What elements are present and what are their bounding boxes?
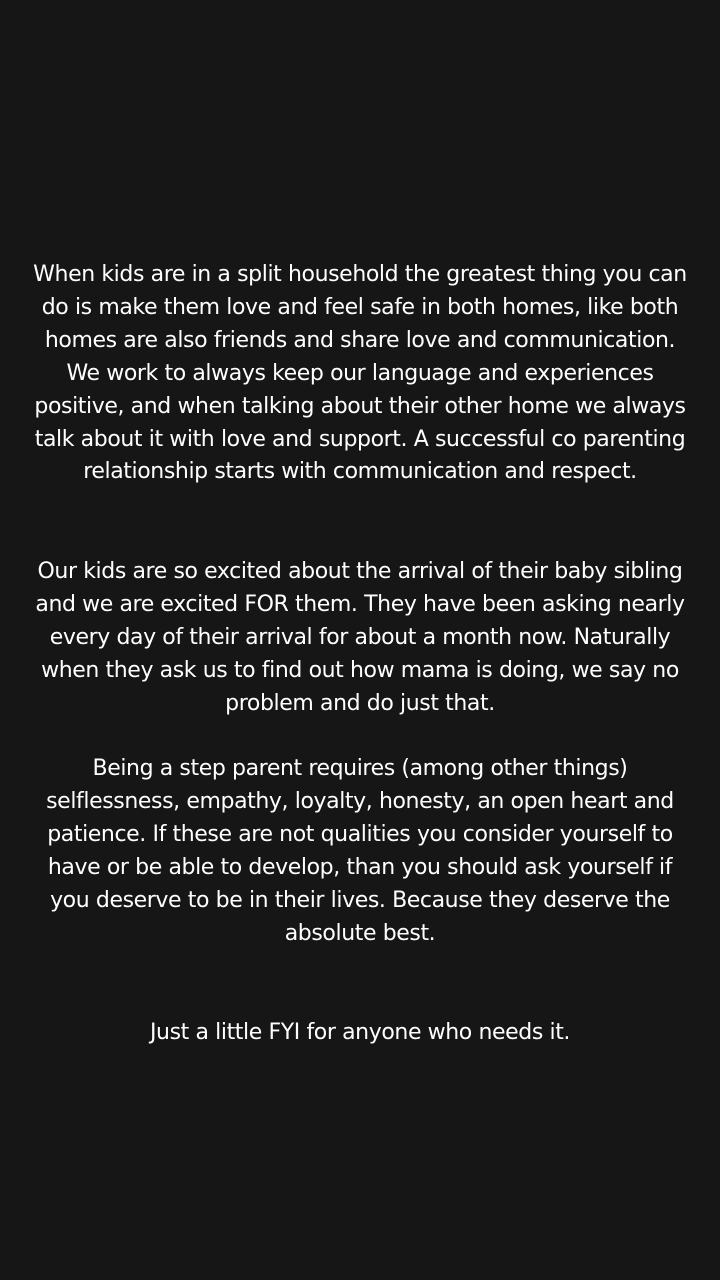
story-paragraph-step-parent: Being a step parent requires (among other things) selflessness, empathy, loyalty, honesty, an open heart and patience. If these are not qualities you consider yourself to have or be able to develop, than you should ask yourself if you deserve to be in their lives. Because they deserve the absolute best. <box>46 756 674 946</box>
story-paragraph-baby-sibling: Our kids are so excited about the arrival of their baby sibling and we are excited FOR them. They have been asking nearly every day of their arrival for about a month now. Naturally when they ask us to find out how mama is doing, we say no problem and do just that. <box>35 559 685 716</box>
story-paragraph-fyi: Just a little FYI for anyone who needs it. <box>149 1020 571 1045</box>
story-paragraph-coparenting: When kids are in a split household the greatest thing you can do is make them love and feel safe in both homes, like both homes are also friends and share love and communication. We work to always keep our language and experiences positive, and when talking about their other home we always talk about it with love and support. A successful co parenting relationship starts with communication and respect. <box>33 262 687 485</box>
